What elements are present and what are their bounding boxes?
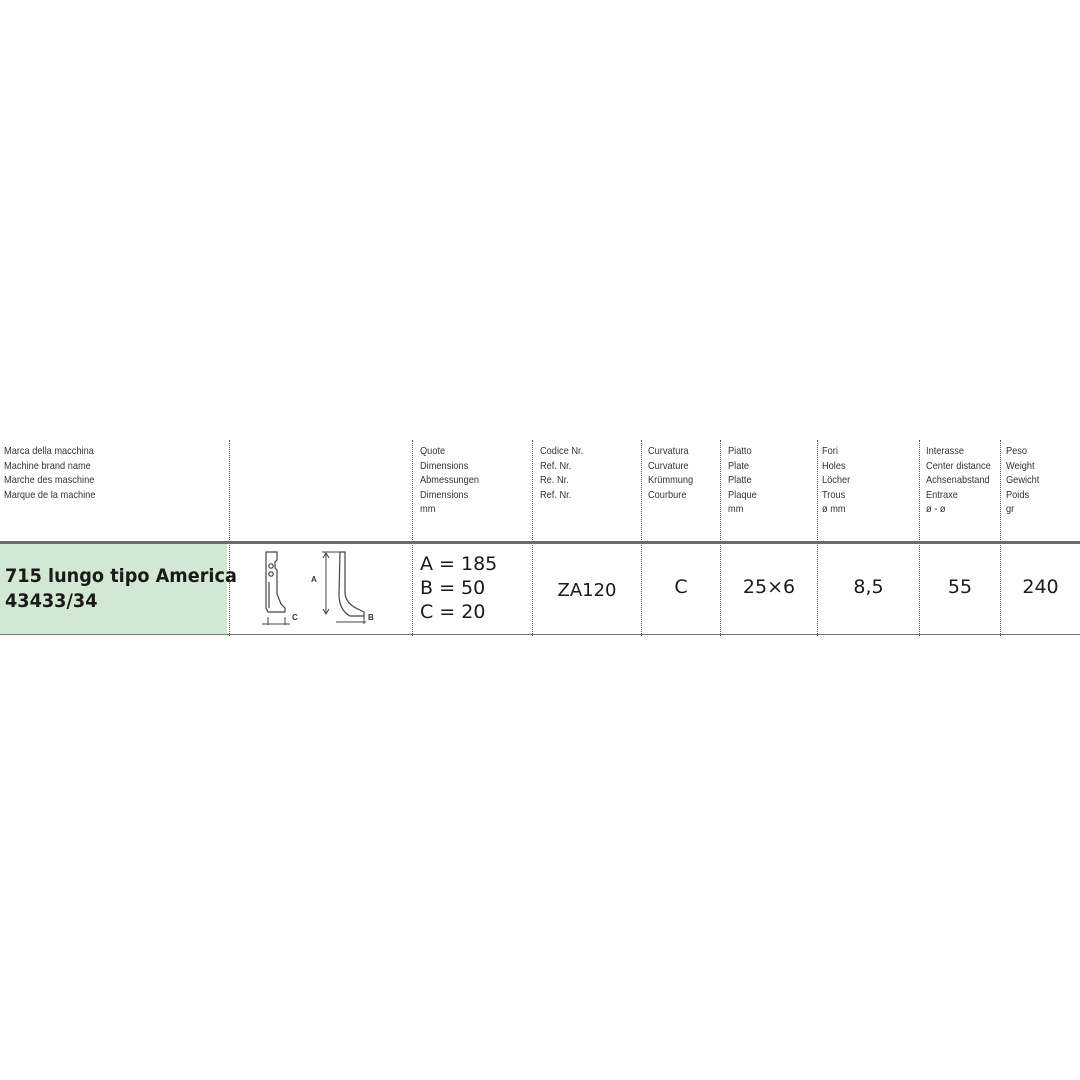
column-divider <box>919 440 920 636</box>
brand-name: 715 lungo tipo America <box>5 565 237 587</box>
header-center-distance-en: Center distance <box>926 459 991 472</box>
header-weight-unit: gr <box>1006 503 1015 515</box>
table-header <box>0 444 1080 540</box>
column-divider <box>412 440 413 636</box>
dimension-c-value: C = 20 <box>420 601 486 623</box>
header-center-distance-fr: Entraxe <box>926 488 958 501</box>
header-curvature <box>648 444 693 540</box>
header-center-distance-unit: ø - ø <box>926 503 946 515</box>
header-code-en: Ref. Nr. <box>540 459 572 472</box>
row-bottom-rule <box>0 634 1080 635</box>
header-weight-de: Gewicht <box>1006 474 1040 486</box>
header-dimensions-de: Abmessungen <box>420 474 480 486</box>
header-dimensions-en: Dimensions <box>420 459 469 472</box>
holes-value: 8,5 <box>853 576 884 598</box>
dimension-b-marker <box>336 616 366 624</box>
header-code-de: Re. Nr. <box>540 474 569 486</box>
header-curvature-en: Curvature <box>648 459 689 472</box>
header-weight-it: Peso <box>1006 445 1028 457</box>
header-dimensions-fr: Dimensions <box>420 488 469 501</box>
brand-cell <box>0 544 227 634</box>
header-code <box>540 444 583 540</box>
header-weight-en: Weight <box>1006 459 1035 472</box>
header-brand-de: Marche des maschine <box>4 474 95 486</box>
header-plate-it: Piatto <box>728 445 752 457</box>
header-holes-it: Fori <box>822 445 838 457</box>
header-holes <box>822 444 850 540</box>
header-brand-en: Machine brand name <box>4 459 91 472</box>
blade-front-view <box>266 552 285 612</box>
header-center-distance-de: Achsenabstand <box>926 474 990 486</box>
column-divider <box>532 440 533 636</box>
brand-code: 43433/34 <box>5 590 98 612</box>
header-brand-it: Marca della macchina <box>4 445 94 457</box>
code-value: ZA120 <box>557 580 617 601</box>
header-brand-fr: Marque de la machine <box>4 488 96 501</box>
dimension-b-label: B <box>368 613 374 622</box>
header-dimensions-unit: mm <box>420 503 436 515</box>
header-dimensions <box>420 444 479 540</box>
dimension-c-marker <box>262 617 290 625</box>
header-curvature-it: Curvatura <box>648 445 689 457</box>
dimension-c-label: C <box>292 613 298 622</box>
header-weight-fr: Poids <box>1006 488 1030 501</box>
column-divider <box>720 440 721 636</box>
plate-value: 25×6 <box>742 576 796 598</box>
header-center-distance <box>926 444 991 540</box>
header-code-fr: Ref. Nr. <box>540 488 572 501</box>
header-center-distance-it: Interasse <box>926 445 965 457</box>
column-divider <box>1000 440 1001 636</box>
header-dimensions-it: Quote <box>420 445 446 457</box>
dimension-a-value: A = 185 <box>420 553 498 575</box>
header-brand <box>4 444 95 540</box>
header-plate <box>728 444 757 540</box>
dimension-b-value: B = 50 <box>420 577 486 599</box>
dimension-a-label: A <box>311 575 317 584</box>
header-holes-fr: Trous <box>822 488 846 501</box>
header-curvature-fr: Courbure <box>648 488 687 501</box>
column-divider <box>817 440 818 636</box>
header-curvature-de: Krümmung <box>648 474 694 486</box>
weight-value: 240 <box>1022 576 1059 598</box>
column-divider <box>641 440 642 636</box>
blade-side-view <box>339 552 364 616</box>
center-distance-value: 55 <box>947 576 973 598</box>
curvature-value: C <box>674 576 688 598</box>
header-holes-unit: ø mm <box>822 503 846 515</box>
header-holes-de: Löcher <box>822 474 851 486</box>
column-divider <box>229 440 230 636</box>
header-plate-en: Plate <box>728 459 750 472</box>
header-plate-fr: Plaque <box>728 488 757 501</box>
header-plate-unit: mm <box>728 503 744 515</box>
header-code-it: Codice Nr. <box>540 445 584 457</box>
blade-drawing <box>240 548 400 632</box>
header-weight <box>1006 444 1039 540</box>
header-plate-de: Platte <box>728 474 752 486</box>
dimension-a-marker <box>322 552 340 614</box>
header-holes-en: Holes <box>822 459 846 472</box>
